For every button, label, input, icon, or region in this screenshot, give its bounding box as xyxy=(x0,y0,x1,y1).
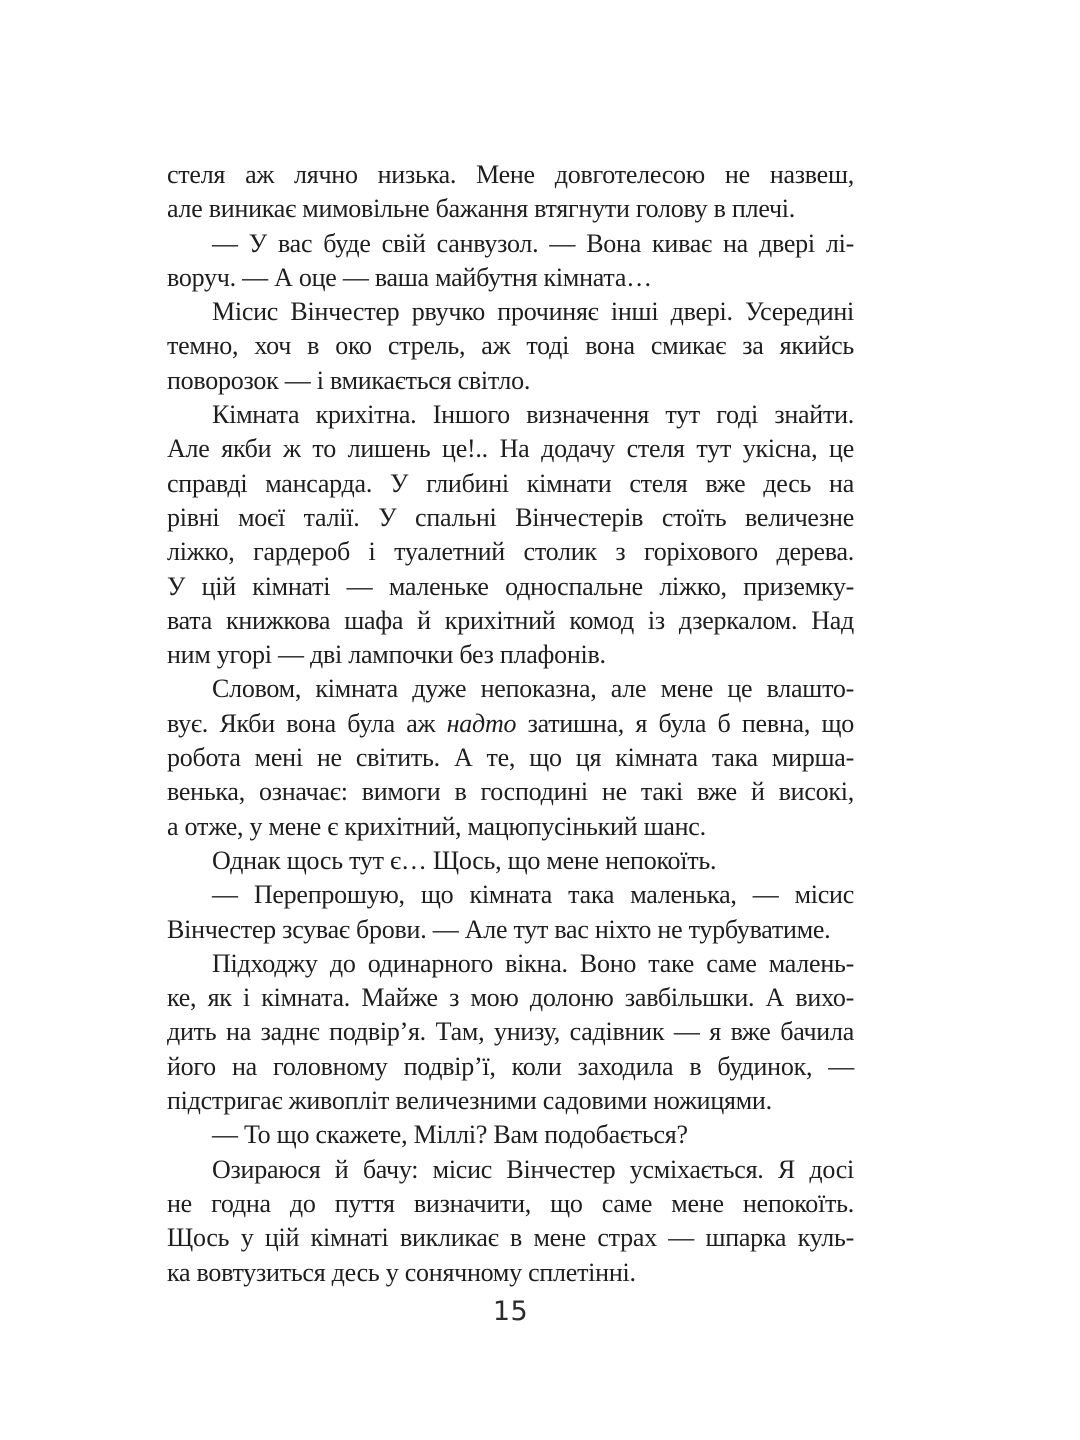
text-line xyxy=(167,1153,854,1187)
text-segment: ке, як і кімната. Майже з мою долоню завбільшки. А вихо- xyxy=(167,983,854,1013)
text-segment: темно, хоч в око стрель, аж тоді вона смикає за якийсь xyxy=(167,331,854,361)
text-segment: затишна, я була б певна, що xyxy=(516,708,854,738)
text-segment: вата книжкова шафа й крихітний комод із дзеркалом. Над xyxy=(167,605,854,635)
text-line xyxy=(167,878,854,912)
text-line xyxy=(167,432,854,466)
text-segment: — То що скажете, Міллі? Вам подобається? xyxy=(212,1120,688,1150)
text-line xyxy=(167,329,854,363)
text-segment: Словом, кімната дуже непоказна, але мене це влашто- xyxy=(212,674,854,704)
paragraph xyxy=(167,844,854,878)
text-line xyxy=(167,398,854,432)
text-segment: Вінчестер зсуває брови. — Але тут вас ніхто не турбуватиме. xyxy=(167,914,831,944)
text-segment: підстригає живопліт величезними садовими ножицями. xyxy=(167,1086,772,1116)
text-segment: венька, означає: вимоги в господині не такі вже й високі, xyxy=(167,777,854,807)
text-line xyxy=(167,913,854,947)
page-number: 15 xyxy=(492,1296,529,1327)
text-segment: але виникає мимовільне бажання втягнути голову в плечі. xyxy=(167,194,796,224)
text-segment: У цій кімнаті — маленьке односпальне ліжко, приземку- xyxy=(167,571,854,601)
text-line xyxy=(167,1015,854,1049)
text-segment: Озираюся й бачу: місис Вінчестер усміхається. Я досі xyxy=(212,1154,854,1184)
paragraph xyxy=(167,1118,854,1152)
text-segment: ним угорі — дві лампочки без плафонів. xyxy=(167,640,606,670)
paragraph xyxy=(167,672,854,843)
text-line xyxy=(167,1221,854,1255)
text-segment: Але якби ж то лишень це!.. На додачу стеля тут укісна, це xyxy=(167,434,854,464)
text-line xyxy=(167,672,854,706)
text-line xyxy=(167,261,854,295)
text-segment: вує. Якби вона була аж xyxy=(167,708,447,738)
text-line xyxy=(167,227,854,261)
text-line xyxy=(167,981,854,1015)
text-line xyxy=(167,501,854,535)
text-line xyxy=(167,1118,854,1152)
text-segment: воруч. — А оце — ваша майбутня кімната… xyxy=(167,262,652,292)
text-segment: Щось у цій кімнаті викликає в мене страх — шпарка куль- xyxy=(167,1223,854,1253)
text-segment: Підходжу до одинарного вікна. Воно таке саме малень- xyxy=(212,948,854,978)
text-segment: Місис Вінчестер рвучко прочиняє інші двері. Усередині xyxy=(212,297,854,327)
text-segment: дить на заднє подвір’я. Там, унизу, садівник — я вже бачила xyxy=(167,1017,854,1047)
text-line xyxy=(167,1050,854,1084)
paragraph xyxy=(167,1153,854,1290)
text-line xyxy=(167,1256,854,1290)
text-line xyxy=(167,775,854,809)
italic-text-segment: надто xyxy=(446,708,517,738)
text-line xyxy=(167,535,854,569)
text-segment: Кімната крихітна. Іншого визначення тут годі знайти. xyxy=(212,400,854,430)
text-line xyxy=(167,570,854,604)
text-line xyxy=(167,1084,854,1118)
text-line xyxy=(167,295,854,329)
paragraph xyxy=(167,947,854,1118)
text-segment: поворозок — і вмикається світло. xyxy=(167,365,531,395)
text-line xyxy=(167,810,854,844)
paragraph xyxy=(167,295,854,398)
text-line xyxy=(167,604,854,638)
text-segment: його на головному подвір’ї, коли заходила в будинок, — xyxy=(167,1051,854,1081)
paragraph xyxy=(167,398,854,672)
text-line xyxy=(167,947,854,981)
text-line xyxy=(167,741,854,775)
text-line xyxy=(167,844,854,878)
paragraph xyxy=(167,158,854,227)
text-line xyxy=(167,707,854,741)
text-line xyxy=(167,467,854,501)
text-line xyxy=(167,364,854,398)
text-segment: — У вас буде свій санвузол. — Вона киває на двері лі- xyxy=(212,228,854,258)
text-segment: Однак щось тут є… Щось, що мене непокоїть. xyxy=(212,845,717,875)
text-line xyxy=(167,1187,854,1221)
text-segment: ка вовтузиться десь у сонячному сплетінні. xyxy=(167,1257,636,1287)
text-segment: а отже, у мене є крихітний, мацюпусінький шанс. xyxy=(167,811,706,841)
paragraph xyxy=(167,878,854,947)
text-line xyxy=(167,192,854,226)
text-segment: ліжко, гардероб і туалетний столик з горіхового дерева. xyxy=(167,537,854,567)
text-segment: — Перепрошую, що кімната така маленька, — місис xyxy=(212,880,854,910)
text-segment: рівні моєї талії. У спальні Вінчестерів стоїть величезне xyxy=(167,502,854,532)
text-segment: справді мансарда. У глибині кімнати стеля вже десь на xyxy=(167,468,854,498)
text-segment: робота мені не світить. А те, що ця кімната така мирша- xyxy=(167,743,854,773)
text-line xyxy=(167,638,854,672)
text-line xyxy=(167,158,854,192)
page-text xyxy=(167,158,854,1290)
paragraph xyxy=(167,227,854,296)
text-segment: стеля аж лячно низька. Мене довготелесою не назвеш, xyxy=(167,160,854,189)
text-segment: не годна до пуття визначити, що саме мене непокоїть. xyxy=(167,1188,854,1218)
